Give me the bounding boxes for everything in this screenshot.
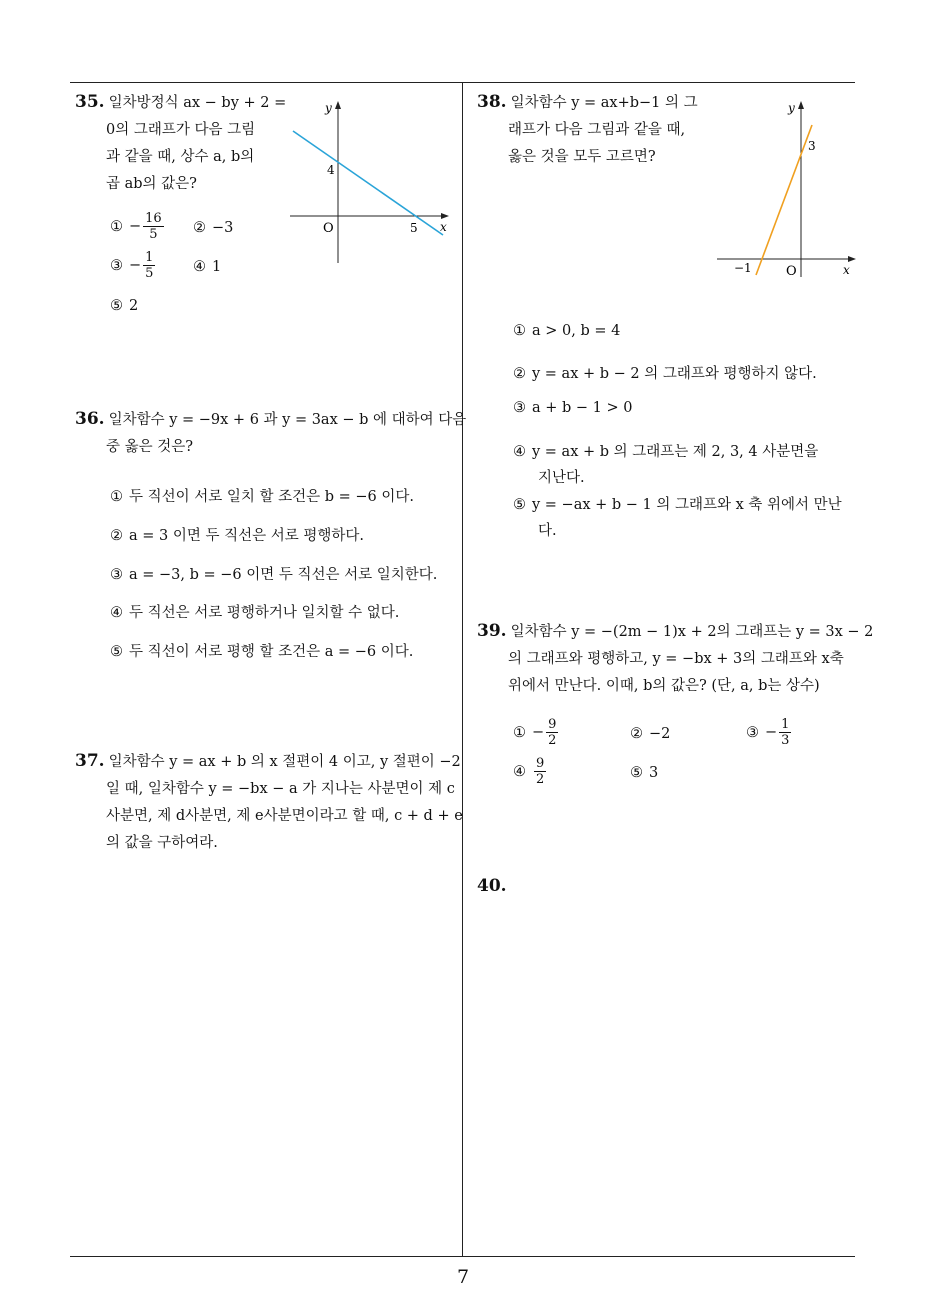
graph-38	[712, 95, 862, 285]
choice-mark: ④	[193, 259, 206, 275]
choice-39-2[interactable]	[630, 726, 670, 742]
denominator: 3	[781, 733, 790, 748]
stem-line: 0의 그래프가 다음 그림	[106, 122, 256, 138]
question-37	[75, 748, 463, 857]
choice-mark: ③	[110, 257, 123, 274]
choice-text: 지난다.	[538, 470, 585, 486]
y-intercept-label: 4	[327, 163, 335, 177]
choice-39-3[interactable]	[746, 717, 793, 748]
choice-mark: ②	[513, 366, 526, 382]
bottom-rule	[70, 1256, 855, 1257]
graph-35	[285, 95, 455, 270]
choice-mark: ①	[513, 724, 526, 741]
choice-sign: −	[765, 724, 778, 741]
choice-36-3[interactable]	[110, 563, 437, 584]
stem-line: 일차방정식 ax − by + 2 =	[108, 95, 287, 111]
stem-line: 과 같을 때, 상수 a, b의	[106, 149, 255, 165]
choice-text: 두 직선은 서로 평행하거나 일치할 수 없다.	[129, 605, 400, 621]
choice-text: −3	[212, 220, 234, 236]
choice-text: −2	[649, 726, 671, 742]
choice-38-1[interactable]	[513, 323, 620, 339]
stem-line: 의 값을 구하여라.	[106, 835, 218, 851]
choice-38-4[interactable]	[513, 439, 818, 491]
choice-38-3[interactable]	[513, 400, 632, 416]
x-intercept-label: −1	[734, 261, 752, 275]
stem-line: 일차함수 y = ax+b−1 의 그	[510, 95, 698, 111]
choice-fraction	[143, 211, 164, 242]
choice-mark: ③	[110, 567, 123, 583]
choice-text: 2	[129, 298, 139, 314]
choice-39-5[interactable]	[630, 765, 658, 781]
column-divider	[462, 82, 463, 1256]
choice-mark: ④	[110, 605, 123, 621]
choice-fraction	[534, 756, 546, 787]
choice-sign: −	[532, 724, 545, 741]
choice-36-1[interactable]	[110, 485, 414, 506]
stem-line: 중 옳은 것은?	[106, 439, 194, 455]
stem-line: 위에서 만난다. 이때, b의 값은? (단, a, b는 상수)	[508, 678, 820, 694]
stem-line: 일 때, 일차함수 y = −bx − a 가 지나는 사분면이 제 c	[106, 781, 455, 797]
denominator: 5	[145, 266, 154, 281]
question-36	[75, 406, 466, 461]
question-number: 39.	[477, 621, 507, 641]
choice-mark: ②	[630, 726, 643, 742]
choice-text: y = −ax + b − 1 의 그래프와 x 축 위에서 만난	[532, 497, 842, 513]
question-number: 35.	[75, 92, 105, 112]
stem-line: 일차함수 y = −(2m − 1)x + 2의 그래프는 y = 3x − 2	[510, 624, 874, 640]
y-axis-arrow	[798, 101, 804, 109]
question-38	[477, 89, 698, 171]
choice-36-4[interactable]	[110, 601, 399, 622]
question-35	[75, 89, 286, 198]
question-40	[477, 873, 511, 901]
numerator: 9	[548, 717, 557, 732]
question-number: 38.	[477, 92, 507, 112]
stem-line: 의 그래프와 평행하고, y = −bx + 3의 그래프와 x축	[508, 651, 844, 667]
choice-35-1[interactable]	[110, 211, 166, 242]
origin-label: O	[786, 264, 797, 279]
choice-38-5[interactable]	[513, 492, 842, 544]
choice-text: 1	[212, 259, 222, 275]
choice-mark: ⑤	[513, 497, 526, 513]
choice-mark: ①	[513, 323, 526, 339]
choice-mark: ⑤	[110, 644, 123, 660]
x-axis-label: x	[440, 220, 447, 234]
y-axis-label: y	[788, 101, 795, 115]
question-number: 37.	[75, 751, 105, 771]
choice-mark: ③	[513, 400, 526, 416]
stem-line: 일차함수 y = ax + b 의 x 절편이 4 이고, y 절편이 −2	[108, 754, 461, 770]
choice-text: y = ax + b 의 그래프는 제 2, 3, 4 사분면을	[532, 444, 819, 460]
denominator: 5	[149, 227, 158, 242]
choice-35-5[interactable]	[110, 298, 138, 314]
choice-text: a = −3, b = −6 이면 두 직선은 서로 일치한다.	[129, 567, 438, 583]
choice-fraction	[779, 717, 791, 748]
choice-mark: ②	[110, 528, 123, 544]
stem-line: 곱 ab의 값은?	[106, 176, 197, 192]
y-axis-label: y	[325, 101, 332, 115]
stem-line: 옳은 것을 모두 고르면?	[508, 149, 656, 165]
choice-39-4[interactable]	[513, 756, 548, 787]
choice-fraction	[546, 717, 558, 748]
choice-sign: −	[129, 218, 142, 235]
denominator: 2	[548, 733, 557, 748]
stem-line: 래프가 다음 그림과 같을 때,	[508, 122, 686, 138]
stem-line: 사분면, 제 d사분면, 제 e사분면이라고 할 때, c + d + e	[106, 808, 463, 824]
choice-mark: ④	[513, 763, 526, 780]
origin-label: O	[323, 221, 334, 236]
choice-mark: ⑤	[630, 765, 643, 781]
choice-mark: ②	[193, 220, 206, 236]
numerator: 1	[781, 717, 790, 732]
x-intercept-label: 5	[410, 221, 418, 235]
question-number: 36.	[75, 409, 105, 429]
choice-35-3[interactable]	[110, 250, 157, 281]
stem-line: 일차함수 y = −9x + 6 과 y = 3ax − b 에 대하여 다음	[108, 412, 467, 428]
numerator: 9	[536, 756, 545, 771]
choice-mark: ①	[110, 218, 123, 235]
choice-mark: ④	[513, 444, 526, 460]
page-number: 7	[456, 1266, 470, 1288]
choice-text: y = ax + b − 2 의 그래프와 평행하지 않다.	[532, 366, 817, 382]
choice-36-2[interactable]	[110, 524, 364, 545]
question-39	[477, 618, 873, 700]
choice-text: 3	[649, 765, 659, 781]
choice-text: 다.	[538, 523, 557, 539]
choice-mark: ⑤	[110, 298, 123, 314]
numerator: 1	[145, 250, 154, 265]
numerator: 16	[145, 211, 162, 226]
y-intercept-label: 3	[808, 139, 816, 153]
choice-38-2[interactable]	[513, 362, 817, 383]
choice-text: a = 3 이면 두 직선은 서로 평행하다.	[129, 528, 364, 544]
choice-mark: ③	[746, 724, 759, 741]
choice-36-5[interactable]	[110, 640, 413, 661]
x-axis-arrow	[441, 213, 449, 219]
choice-39-1[interactable]	[513, 717, 560, 748]
denominator: 2	[536, 772, 545, 787]
choice-fraction	[143, 250, 155, 281]
x-axis-label: x	[843, 263, 850, 277]
choice-text: a > 0, b = 4	[532, 323, 621, 339]
question-number: 40.	[477, 876, 507, 896]
y-axis-arrow	[335, 101, 341, 109]
graph-line	[293, 131, 443, 235]
graph-line	[756, 125, 812, 275]
x-axis-arrow	[848, 256, 856, 262]
choice-text: 두 직선이 서로 일치 할 조건은 b = −6 이다.	[129, 489, 414, 505]
choice-text: 두 직선이 서로 평행 할 조건은 a = −6 이다.	[129, 644, 414, 660]
choice-35-2[interactable]	[193, 220, 233, 236]
choice-35-4[interactable]	[193, 259, 221, 275]
choice-mark: ①	[110, 489, 123, 505]
choice-text: a + b − 1 > 0	[532, 400, 633, 416]
choice-sign: −	[129, 257, 142, 274]
